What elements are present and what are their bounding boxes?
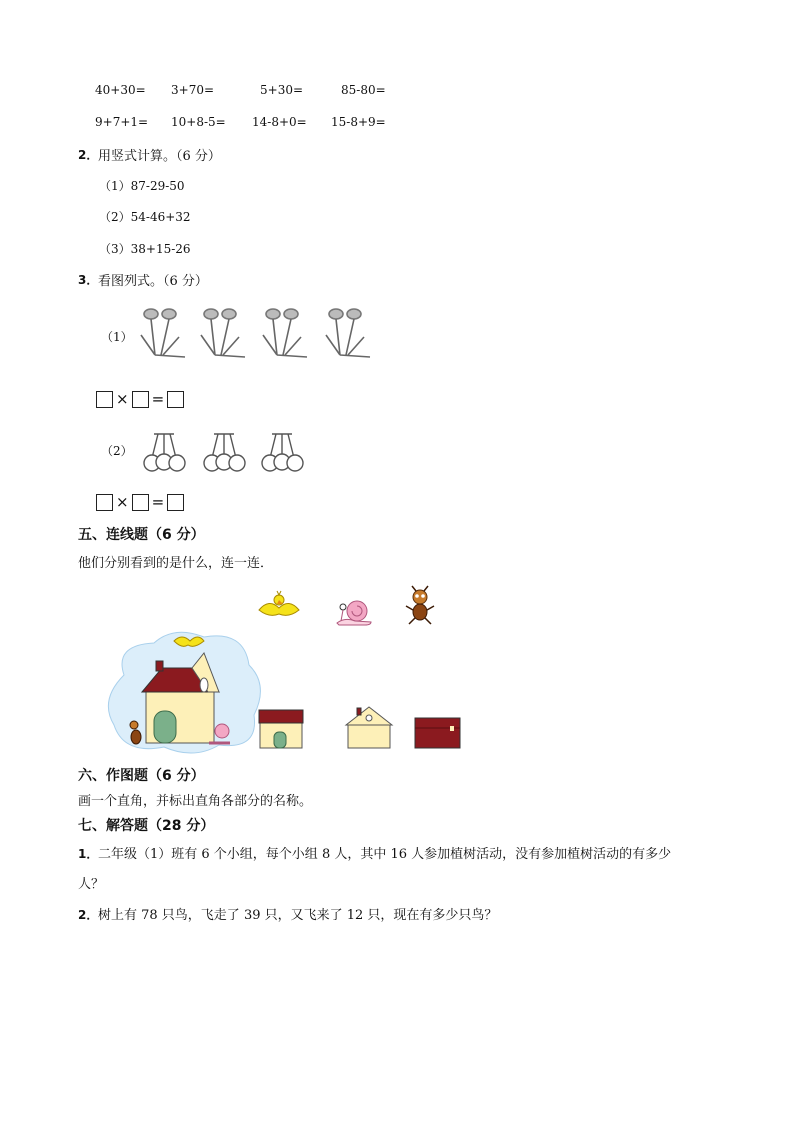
answer-box[interactable] (132, 391, 149, 408)
bird-image (255, 588, 303, 624)
calc-item: 10+8-5= (171, 115, 226, 129)
question-title: 用竖式计算。（6 分） (98, 149, 221, 164)
answer-box[interactable] (96, 391, 113, 408)
snail-image (335, 595, 375, 627)
section-description: 画一个直角，并标出直角各部分的名称。 (78, 794, 313, 809)
house-view-option-1 (258, 708, 306, 750)
equation-row-1 (96, 390, 184, 408)
answer-box[interactable] (167, 391, 184, 408)
house-view-option-2 (345, 704, 393, 750)
section-title: 六、作图题（6 分） (78, 768, 205, 784)
question-text-continued: 人？ (78, 877, 105, 892)
house-view-option-3 (414, 716, 462, 750)
times-sign: × (116, 390, 129, 408)
ant-image (403, 586, 437, 626)
equals-sign: = (151, 390, 165, 408)
sub-question-label: （2） (101, 444, 133, 458)
section-title: 七、解答题（28 分） (78, 818, 215, 834)
equation-row-2 (96, 493, 184, 511)
answer-box[interactable] (167, 494, 184, 511)
calc-item: 85-80= (341, 83, 386, 97)
answer-box[interactable] (96, 494, 113, 511)
calc-item: 3+70= (171, 83, 215, 97)
times-sign: × (116, 493, 129, 511)
answer-box[interactable] (132, 494, 149, 511)
flower-group-image (135, 305, 375, 365)
calc-item: 14-8+0= (252, 115, 307, 129)
cherry-group-image (140, 430, 310, 475)
question-text: 二年级（1）班有 6 个小组，每个小组 8 人，其中 16 人参加植树活动，没有参加植树活动的有多少 (98, 847, 672, 862)
question-number: 2． (78, 908, 99, 922)
calc-item: 40+30= (95, 83, 146, 97)
question-number: 1． (78, 847, 99, 861)
section-description: 他们分别看到的是什么，连一连． (78, 556, 274, 571)
vertical-calc-item: （2）54-46+32 (99, 210, 191, 224)
calc-item: 15-8+9= (331, 115, 386, 129)
question-number: 2． (78, 148, 99, 162)
calc-item: 9+7+1= (95, 115, 149, 129)
calc-item: 5+30= (260, 83, 304, 97)
scene-house-with-animals-image (104, 625, 264, 755)
question-number: 3． (78, 273, 99, 287)
section-title: 五、连线题（6 分） (78, 527, 205, 543)
question-text: 树上有 78 只鸟，飞走了 39 只，又飞来了 12 只，现在有多少只鸟？ (98, 908, 498, 923)
vertical-calc-item: （1）87-29-50 (99, 179, 185, 193)
question-title: 看图列式。（6 分） (98, 274, 208, 289)
vertical-calc-item: （3）38+15-26 (99, 242, 191, 256)
equals-sign: = (151, 493, 165, 511)
sub-question-label: （1） (101, 330, 133, 344)
